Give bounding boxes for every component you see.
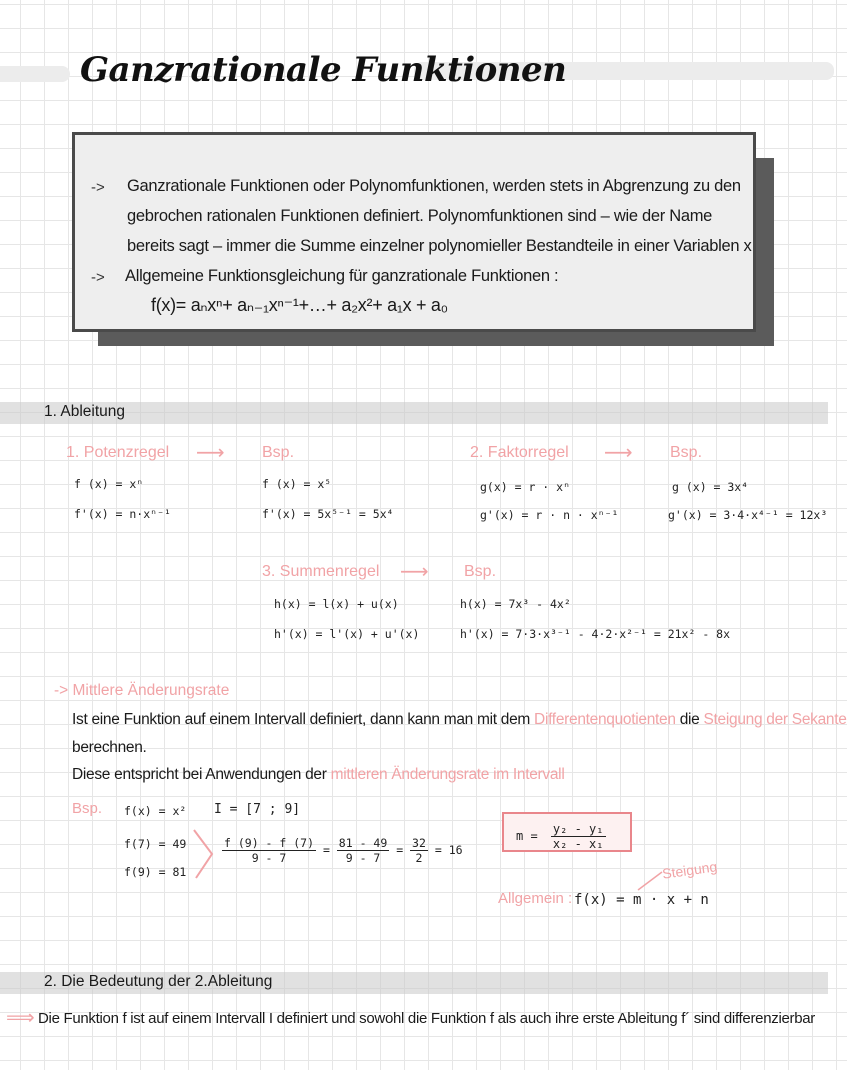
intro-line-4: Allgemeine Funktionsgleichung für ganzrationale Funktionen : xyxy=(125,267,559,285)
potenz-fprime: f'(x) = n·xⁿ⁻¹ xyxy=(74,507,171,521)
section2-text: Die Funktion f ist auf einem Intervall I definiert und sowohl die Funktion f als auch ihre erste Ableitung f´ sind differenzierbar xyxy=(38,1010,815,1027)
arrow-right-icon: ⟶ xyxy=(196,442,225,464)
intro-line-3: bereits sagt – immer die Summe einzelner polynomieller Bestandteile in einer Variablen x xyxy=(127,237,752,255)
intro-line-1: Ganzrationale Funktionen oder Polynomfunktionen, werden stets in Abgrenzung zu den xyxy=(127,177,741,195)
faktor-g: g(x) = r · xⁿ xyxy=(480,480,571,494)
mittlere-title: -> Mittlere Änderungsrate xyxy=(54,682,230,699)
fraction-num: f (9) - f (7) xyxy=(224,836,315,850)
example-function: f(x) = x² xyxy=(124,804,187,818)
potenz-f: f (x) = xⁿ xyxy=(74,477,144,491)
fraction-num: 81 - 49 xyxy=(338,836,388,850)
fraction xyxy=(551,822,606,851)
fraction xyxy=(410,836,428,865)
fraction-den: x₂ - x₁ xyxy=(552,837,604,851)
difference-quotient: $\frac{f (9) - f (7)}{9 - 7}$ = $\frac{81 - 49}{9 - 7}$ = $\frac{32}{2}$ = 16 xyxy=(224,836,463,865)
faktorregel-title: 2. Faktorregel xyxy=(470,444,569,461)
slope-formula-box xyxy=(502,812,632,852)
potenzregel-title: 1. Potenzregel xyxy=(66,444,170,461)
faktor-ex-gprime: g'(x) = 3·4·x⁴⁻¹ = 12x³ xyxy=(668,508,828,522)
double-arrow-icon: ⟹ xyxy=(6,1007,35,1029)
arrow-icon: -> xyxy=(91,269,105,286)
text: die xyxy=(675,711,704,728)
page-title: Ganzrationale Funktionen xyxy=(80,50,567,90)
summenregel-title: 3. Summenregel xyxy=(262,563,380,580)
fraction-den: 2 xyxy=(415,851,423,865)
arrow-right-icon: ⟶ xyxy=(400,561,429,583)
header-band-left xyxy=(0,66,70,82)
fraction-den: 9 - 7 xyxy=(251,851,287,865)
summen-ex-h: h(x) = 7x³ - 4x² xyxy=(460,597,571,611)
summen-ex-hprime: h'(x) = 7·3·x³⁻¹ - 4·2·x²⁻¹ = 21x² - 8x xyxy=(460,627,731,641)
mittlere-paragraph-1 xyxy=(72,711,847,729)
fraction-num: y₂ - y₁ xyxy=(552,822,604,836)
text: Diese entspricht bei Anwendungen der xyxy=(72,766,331,783)
arrow-icon: -> xyxy=(91,179,105,196)
general-formula: f(x)= aₙxⁿ+ aₙ₋₁xⁿ⁻¹+…+ a₂x²+ a₁x + a₀ xyxy=(151,295,448,315)
potenz-ex-f: f (x) = x⁵ xyxy=(262,477,332,491)
summen-bsp-label: Bsp. xyxy=(464,563,497,580)
result: = 16 xyxy=(434,843,463,857)
fraction xyxy=(222,836,316,865)
mittlere-paragraph-3 xyxy=(72,766,564,784)
potenz-ex-fprime: f'(x) = 5x⁵⁻¹ = 5x⁴ xyxy=(262,507,394,521)
allgemein-label: Allgemein : xyxy=(498,890,573,907)
example-interval: I = [7 ; 9] xyxy=(214,802,301,817)
fraction-num: 32 xyxy=(412,836,426,850)
arrow-right-icon: ⟶ xyxy=(604,442,633,464)
faktor-bsp-label: Bsp. xyxy=(670,444,703,461)
mittlere-bsp-label: Bsp. xyxy=(72,800,103,817)
example-f7: f(7) = 49 xyxy=(124,837,187,851)
fraction-den: 9 - 7 xyxy=(345,851,381,865)
slope-formula xyxy=(516,822,606,851)
example-f9: f(9) = 81 xyxy=(124,865,187,879)
intro-box xyxy=(72,132,756,332)
text: Ist eine Funktion auf einem Intervall definiert, dann kann man mit dem xyxy=(72,711,535,728)
bracket-icon xyxy=(192,828,216,882)
potenz-bsp-label: Bsp. xyxy=(262,444,295,461)
faktor-gprime: g'(x) = r · n · xⁿ⁻¹ xyxy=(480,508,619,522)
intro-line-2: gebrochen rationalen Funktionen definiert. Polynomfunktionen sind – wie der Name xyxy=(127,207,713,225)
highlight-text: Steigung der Sekante xyxy=(703,711,847,728)
summen-hprime: h'(x) = l'(x) + u'(x) xyxy=(274,627,420,641)
section-title-1: 1. Ableitung xyxy=(44,403,126,420)
m-label: m = xyxy=(516,829,538,843)
mittlere-paragraph-2: berechnen. xyxy=(72,739,147,756)
section-title-2: 2. Die Bedeutung der 2.Ableitung xyxy=(44,973,273,990)
allgemein-formula: f(x) = m · x + n xyxy=(574,892,709,908)
steigung-label: Steigung xyxy=(661,858,719,882)
highlight-text: Differentenquotienten xyxy=(534,711,676,728)
summen-h: h(x) = l(x) + u(x) xyxy=(274,597,399,611)
fraction xyxy=(337,836,389,865)
faktor-ex-g: g (x) = 3x⁴ xyxy=(672,480,749,494)
highlight-text: mittleren Änderungsrate im Intervall xyxy=(330,766,565,783)
